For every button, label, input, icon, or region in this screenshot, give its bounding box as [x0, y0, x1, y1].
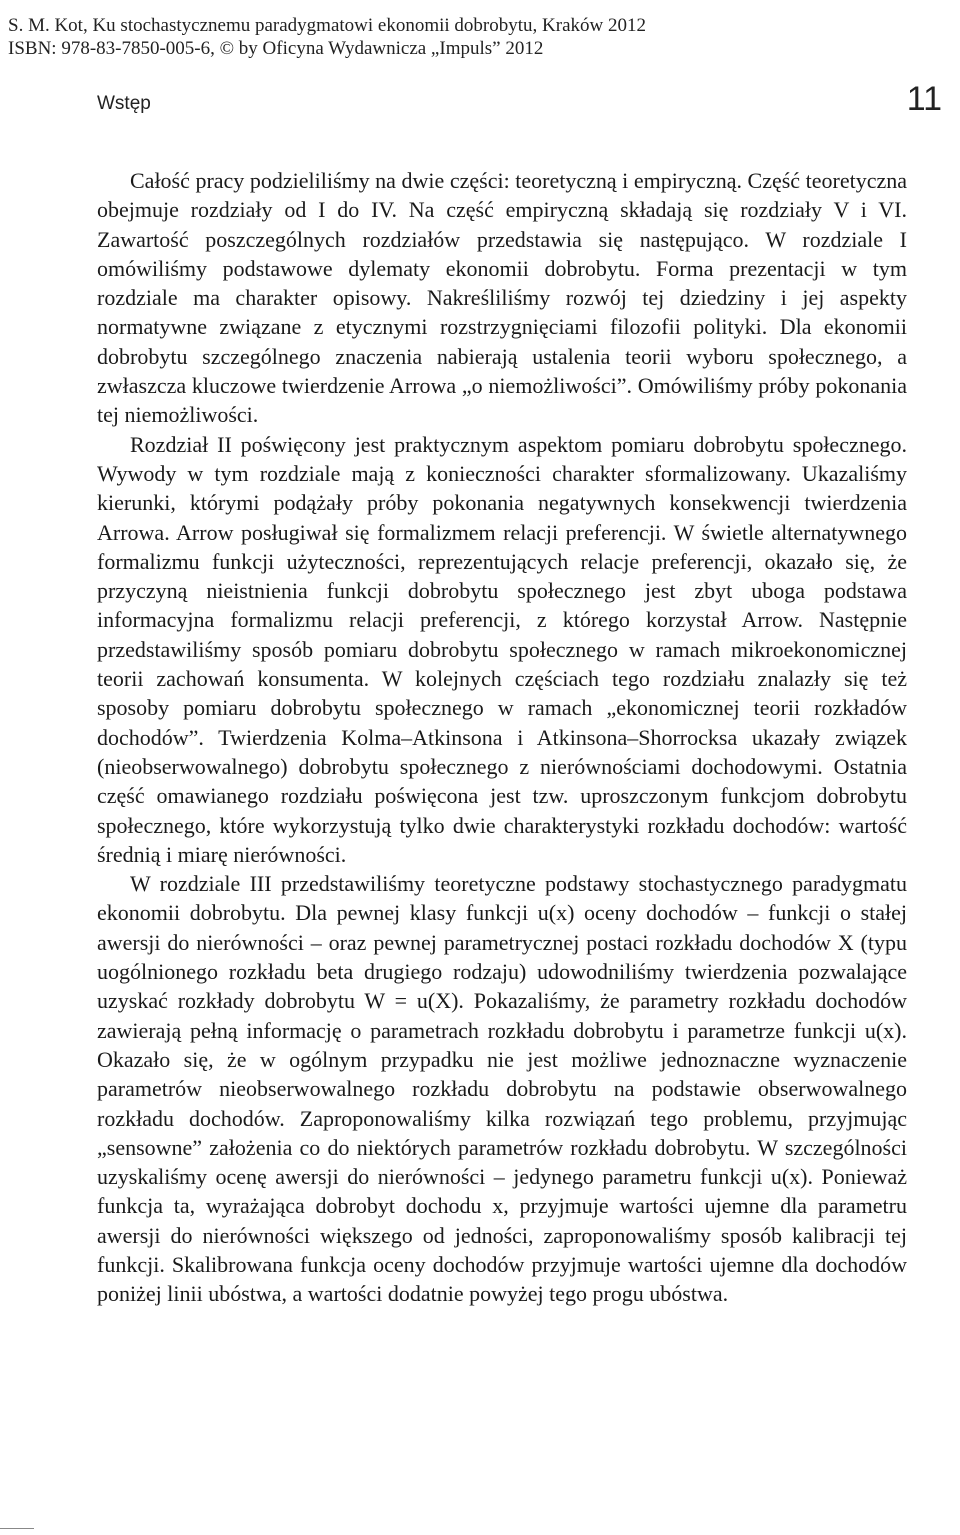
page-number: 11	[906, 80, 942, 118]
running-head: Wstęp	[97, 93, 151, 114]
paragraph-1: Całość pracy podzieliliśmy na dwie części: teoretyczną i empiryczną. Część teoretyczna obejmuje rozdziały od I do IV. Na część empiryczną składają się rozdziały V i VI. Zawartość poszczególnych rozdziałów przedstawia się następująco. W rozdziale I omówiliśmy podstawowe dylematy ekonomii dobrobytu. Forma prezentacji w tym rozdziale ma charakter opisowy. Nakreśliliśmy rozwój tej dziedziny i jej aspekty normatywne związane z etycznymi rozstrzygnięciami filozofii polityki. Dla ekonomii dobrobytu szczególnego znaczenia nabierają ustalenia teorii wyboru społecznego, a zwłaszcza kluczowe twierdzenie Arrowa „o niemożliwości”. Omówiliśmy próby pokonania tej niemożliwości.	[97, 168, 907, 428]
paragraph-2: Rozdział II poświęcony jest praktycznym aspektom pomiaru dobrobytu społecznego. Wywody w tym rozdziale mają z konieczności charakter sformalizowany. Ukazaliśmy kierunki, którymi podążały próby pokonania negatywnych konsekwencji twierdzenia Arrowa. Arrow posługiwał się formalizmem relacji preferencji. W świetle alternatywnego formalizmu funkcji użyteczności, reprezentujących relacje preferencji, okazało się, że przyczyną nieistnienia funkcji dobrobytu społecznego jest zbyt uboga podstawa informacyjna formalizmu relacji preferencji, z którego korzystał Arrow. Następnie przedstawiliśmy sposób pomiaru dobrobytu społecznego w ramach mikroekonomicznej teorii zachowań konsumenta. W kolejnych częściach tego rozdziału znalazły się też sposoby pomiaru dobrobytu społecznego w ramach „ekonomicznej teorii rozkładów dochodów”. Twierdzenia Kolma–Atkinsona i Atkinsona–Shorrocksa ukazały związek (nieobserwowalnego) dobrobytu społecznego z nierównościami dochodowymi. Ostatnia część omawianego rozdziału poświęcona jest tzw. uproszczonym funkcjom dobrobytu społecznego, które wykorzystują tylko dwie charakterystyki rozkładu dochodów: wartość średnią i miarę nierówności.	[97, 431, 907, 867]
footnote-rule	[0, 1528, 34, 1529]
citation-line-2: ISBN: 978-83-7850-005-6, © by Oficyna Wydawnicza „Impuls” 2012	[8, 38, 544, 59]
paragraph-3: W rozdziale III przedstawiliśmy teoretyczne podstawy stochastycznego paradygmatu ekonomii dobrobytu. Dla pewnej klasy funkcji u(x) oceny dochodów – funkcji o stałej awersji do nierówności – oraz pewnej parametrycznej postaci rozkładu dochodów X (typu uogólnionego rozkładu beta drugiego rodzaju) udowodniliśmy twierdzenia pozwalające uzyskać rozkłady dobrobytu W = u(X). Pokazaliśmy, że parametry rozkładu dochodów zawierają pełną informację o parametrach rozkładu dobrobytu i parametrze funkcji u(x). Okazało się, że w ogólnym przypadku nie jest możliwe jednoznaczne wyznaczenie parametrów nieobserwowalnego rozkładu dobrobytu na podstawie obserwowalnego rozkładu dochodów. Zaproponowaliśmy kilka rozwiązań tego problemu, przyjmując „sensowne” założenia co do niektórych parametrów rozkładu dobrobytu. W szczególności uzyskaliśmy ocenę awersji do nierówności – jedynego parametru funkcji u(x). Ponieważ funkcja ta, wyrażająca dobrobyt dochodu x, przyjmuje wartości ujemne dla parametru awersji do nierówności większego od jedności, zaproponowaliśmy sposób kalibracji tej funkcji. Skalibrowana funkcja oceny dochodów przyjmuje wartości ujemne dla dochodów poniżej linii ubóstwa, a wartości dodatnie powyżej tego progu ubóstwa.	[97, 871, 907, 1307]
body-text	[97, 166, 907, 1309]
citation-line-1: S. M. Kot, Ku stochastycznemu paradygmatowi ekonomii dobrobytu, Kraków 2012	[8, 15, 646, 36]
citation-header	[8, 14, 646, 60]
